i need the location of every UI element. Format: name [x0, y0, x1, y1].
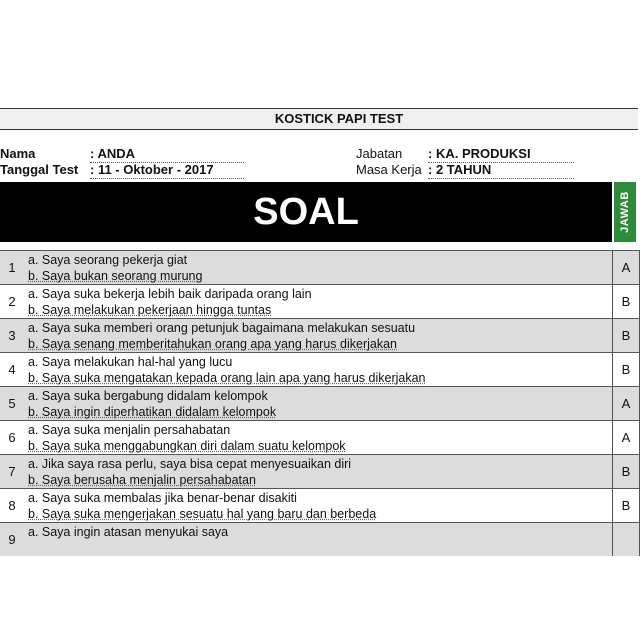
question-number: 1 [8, 260, 16, 275]
jabatan-value: : KA. PRODUKSI [428, 146, 574, 163]
option-b: b. Saya suka mengerjakan sesuatu hal yang baru dan berbeda [28, 507, 377, 521]
papi-sheet [0, 108, 644, 547]
jawab-header [614, 182, 636, 242]
question-row [0, 352, 640, 386]
nama-value: : ANDA [90, 146, 244, 163]
question-number: 7 [8, 464, 16, 479]
option-a: a. Saya seorang pekerja giat [28, 253, 188, 267]
question-number: 5 [8, 396, 16, 411]
masa-kerja-label: Masa Kerja [356, 162, 422, 177]
option-a: a. Saya melakukan hal-hal yang lucu [28, 355, 233, 369]
soal-title: SOAL [253, 191, 359, 233]
sheet-title: KOSTICK PAPI TEST [274, 111, 404, 126]
option-a: a. Saya suka bekerja lebih baik daripada orang lain [28, 287, 312, 301]
question-row [0, 318, 640, 352]
question-options [28, 388, 276, 420]
soal-header-bar [0, 182, 612, 242]
option-b: b. Saya suka mengatakan kepada orang lain apa yang harus dikerjakan [28, 371, 426, 385]
masa-kerja-value: : 2 TAHUN [428, 162, 574, 179]
question-row [0, 386, 640, 420]
option-a: a. Saya suka membalas jika benar-benar disakiti [28, 491, 297, 505]
question-row [0, 420, 640, 454]
option-a: a. Saya suka memberi orang petunjuk bagaimana melakukan sesuatu [28, 321, 416, 335]
question-number: 9 [8, 532, 16, 547]
jabatan-label: Jabatan [356, 146, 403, 161]
option-b: b. Saya suka menggabungkan diri dalam suatu kelompok [28, 439, 346, 453]
question-number: 2 [8, 294, 16, 309]
answer-cell[interactable] [612, 523, 640, 556]
question-options [28, 286, 312, 318]
option-b: b. Saya senang memberitahukan orang apa yang harus dikerjakan [28, 337, 397, 351]
question-row [0, 250, 640, 284]
question-row [0, 454, 640, 488]
nama-label: Nama [0, 146, 36, 161]
option-b: b. Saya ingin diperhatikan didalam kelompok [28, 405, 277, 419]
sheet-title-bar [0, 108, 638, 130]
question-list [0, 250, 640, 556]
answer-cell[interactable]: A [612, 251, 640, 284]
question-number: 6 [8, 430, 16, 445]
tanggal-value: : 11 - Oktober - 2017 [90, 162, 244, 179]
question-number: 8 [8, 498, 16, 513]
answer-cell[interactable]: A [612, 387, 640, 420]
question-options [28, 252, 202, 284]
answer-cell[interactable]: B [612, 489, 640, 522]
answer-cell[interactable]: B [612, 455, 640, 488]
option-a: a. Saya suka menjalin persahabatan [28, 423, 231, 437]
question-options [28, 524, 228, 540]
question-options [28, 490, 376, 522]
question-number: 4 [8, 362, 16, 377]
jawab-label: JAWAB [619, 191, 631, 233]
answer-cell[interactable]: B [612, 285, 640, 318]
option-a: a. Jika saya rasa perlu, saya bisa cepat menyesuaikan diri [28, 457, 352, 471]
question-number: 3 [8, 328, 16, 343]
option-b: b. Saya bukan seorang murung [28, 269, 203, 283]
option-a: a. Saya ingin atasan menyukai saya [28, 525, 229, 539]
option-a: a. Saya suka bergabung didalam kelompok [28, 389, 268, 403]
option-b: b. Saya berusaha menjalin persahabatan [28, 473, 256, 487]
question-row [0, 522, 640, 556]
option-b: b. Saya melakukan pekerjaan hingga tuntas [28, 303, 272, 317]
question-row [0, 488, 640, 522]
answer-cell[interactable]: A [612, 421, 640, 454]
answer-cell[interactable]: B [612, 319, 640, 352]
question-options [28, 422, 346, 454]
question-row [0, 284, 640, 318]
tanggal-label: Tanggal Test [0, 162, 79, 177]
question-options [28, 456, 351, 488]
question-options [28, 354, 426, 386]
answer-cell[interactable]: B [612, 353, 640, 386]
question-options [28, 320, 415, 352]
